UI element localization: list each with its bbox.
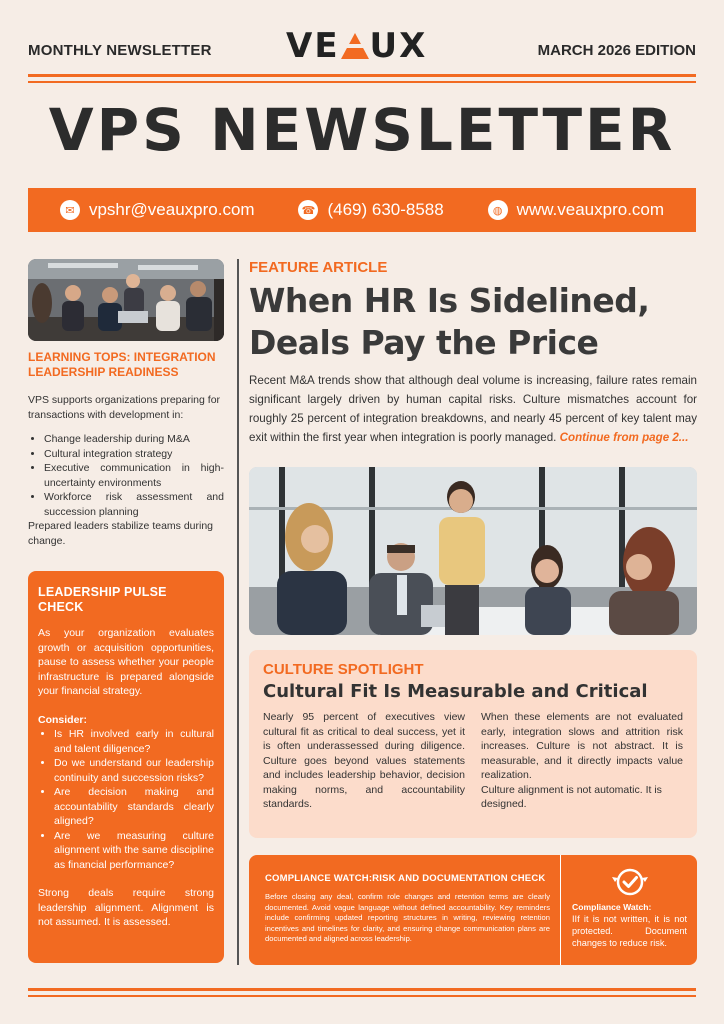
compliance-watch-box — [249, 855, 697, 965]
spotlight-title: Cultural Fit Is Measurable and Critical — [263, 681, 648, 702]
list-item: • Are decision making and accountability standards clearly aligned? — [54, 785, 214, 829]
team-meeting-illustration — [28, 259, 224, 341]
website-text: www.veauxpro.com — [516, 200, 665, 219]
header-divider-top — [28, 74, 696, 77]
culture-spotlight — [249, 650, 697, 838]
email-icon: ✉ — [60, 200, 80, 220]
list-item: • Do we understand our leadership continuity and succession risks? — [54, 756, 214, 785]
column-divider — [237, 259, 239, 965]
list-item: • Workforce risk assessment and succession planning — [44, 490, 224, 519]
spotlight-col2-para1: When these elements are not evaluated early, integration slows and attrition risk increases. Culture is not abstract. It is measurable, and it directly impacts value realization. — [481, 711, 683, 781]
consider-label: Consider: — [38, 713, 88, 726]
masthead — [28, 22, 696, 72]
learning-closing: Prepared leaders stabilize teams during change. — [28, 520, 214, 547]
header-divider-bottom — [28, 81, 696, 83]
veaux-logo — [286, 26, 427, 66]
edition-label: MARCH 2026 EDITION — [537, 42, 696, 59]
phone-contact[interactable] — [298, 200, 443, 220]
pulse-heading: LEADERSHIP PULSE CHECK — [38, 585, 167, 614]
list-item: • Cultural integration strategy — [44, 447, 224, 462]
feature-title-line1: When HR Is Sidelined, — [249, 281, 650, 320]
phone-text: (469) 630-8588 — [327, 200, 444, 219]
spotlight-columns — [263, 710, 683, 812]
pulse-intro: As your organization evaluates growth or acquisition opportunities, pause to assess whether your people infrastructure is prepared alongside your financial strategy. — [38, 627, 214, 697]
spotlight-col-1: Nearly 95 percent of executives view cultural fit as critical to deal success, yet it is often underassessed during diligence. Culture goes beyond values statements and includes leadership behavior, decision making norms, and accountability standards. — [263, 711, 465, 810]
contact-bar — [28, 188, 696, 232]
leadership-pulse-box — [28, 571, 224, 963]
globe-icon: ◍ — [488, 200, 508, 220]
spotlight-label: CULTURE SPOTLIGHT — [263, 661, 424, 678]
list-item: • Are we measuring culture alignment with the same discipline as financial performance? — [54, 829, 214, 873]
footer-divider-bottom — [28, 995, 696, 997]
list-item: • Is HR involved early in cultural and talent diligence? — [54, 727, 214, 756]
newsletter-title: VPS NEWSLETTER — [48, 96, 676, 164]
feature-text: Recent M&A trends show that although deal volume is increasing, failure rates remain significant largely driven by human capital risks. Culture mismatches account for roughly 25 percent of integration breakdowns, and nearly 45 percent of key talent may exit within the first year when integration is poorly managed. — [249, 374, 697, 444]
website-contact[interactable] — [488, 200, 664, 220]
logo-text-left: VE — [286, 26, 340, 66]
logo-triangle-icon — [341, 33, 369, 59]
learning-heading: LEARNING TOPS: INTEGRATION LEADERSHIP READINESS — [28, 350, 216, 379]
learning-list — [44, 432, 224, 519]
learning-section — [28, 393, 224, 548]
compliance-side-body: IIf it is not written, it is not protected. Document changes to reduce risk. — [572, 914, 687, 948]
compliance-main — [249, 855, 561, 965]
pulse-questions — [54, 727, 214, 872]
list-item: • Change leadership during M&A — [44, 432, 224, 447]
feature-label: FEATURE ARTICLE — [249, 259, 388, 276]
email-contact[interactable] — [60, 200, 255, 220]
feature-title — [249, 280, 699, 364]
team-meeting-photo — [28, 259, 224, 341]
logo-text-right: UX — [369, 26, 428, 66]
email-text: vpshr@veauxpro.com — [88, 200, 255, 219]
feature-title-line2: Deals Pay the Price — [249, 323, 599, 362]
continue-link[interactable]: Continue from page 2... — [559, 431, 689, 444]
phone-icon: ☎ — [298, 200, 318, 220]
feature-meeting-photo — [249, 467, 697, 635]
compliance-heading: COMPLIANCE WATCH:RISK AND DOCUMENTATION CHECK — [265, 873, 546, 884]
list-item: • Executive communication in high-uncertainty environments — [44, 461, 224, 490]
pulse-closing: Strong deals require strong leadership alignment. Alignment is not assumed. It is assessed. — [38, 887, 214, 928]
checkmark-badge-icon — [611, 867, 649, 897]
learning-intro: VPS supports organizations preparing for transactions with development in: — [28, 394, 221, 421]
spotlight-col2-para2: Culture alignment is not automatic. It is designed. — [481, 783, 662, 810]
feature-body — [249, 371, 697, 447]
spotlight-col-2 — [481, 710, 683, 812]
compliance-side — [561, 855, 697, 965]
compliance-side-heading: Compliance Watch: — [572, 902, 652, 912]
office-meeting-illustration — [249, 467, 697, 635]
footer-divider-top — [28, 988, 696, 991]
compliance-body: Before closing any deal, confirm role changes and retention terms are clearly documented. Avoid vague language without defined accountability. Key reminders include confirming updated reporting structures in writing, reviewing retention incentives and timelines for clarity, and ensuring change communication plans are documented and aligned across leadership. — [265, 892, 550, 944]
newsletter-type: MONTHLY NEWSLETTER — [28, 42, 212, 59]
